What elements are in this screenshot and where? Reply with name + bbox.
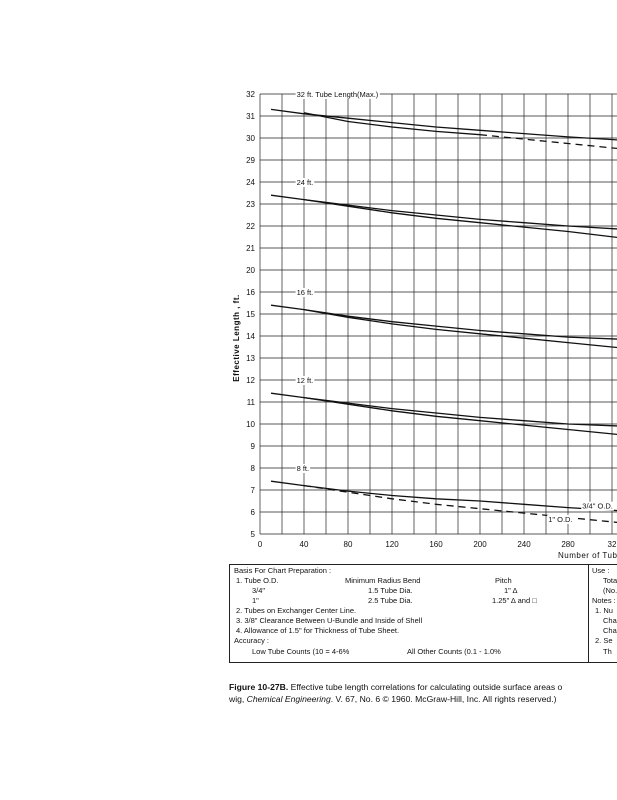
- basis-row2-col3: 1" Δ: [504, 586, 518, 595]
- curve-annotation: 3/4" O.D.: [582, 501, 613, 511]
- y-tick-label: 22: [246, 222, 255, 231]
- curve-label: 8 ft.: [296, 464, 310, 473]
- accuracy-title: Accuracy :: [234, 636, 270, 645]
- y-tick-label: 30: [246, 134, 255, 143]
- y-tick-label: 8: [250, 464, 255, 473]
- curve-label: 32 ft. Tube Length(Max.): [296, 90, 379, 99]
- basis-item4: 4. Allowance of 1.5" for Thickness of Tube Sheet.: [236, 626, 400, 635]
- y-tick-label: 5: [250, 530, 255, 539]
- x-tick-label: 280: [561, 540, 575, 549]
- y-tick-label: 32: [246, 90, 255, 99]
- basis-box: [229, 564, 589, 663]
- chart-grid: [260, 94, 617, 534]
- basis-row1-col3: Pitch: [495, 576, 512, 585]
- accuracy-low: Low Tube Counts (10 = 4-6%: [252, 647, 350, 656]
- accuracy-other: All Other Counts (0.1 - 1.0%: [407, 647, 501, 656]
- y-tick-label: 29: [246, 156, 255, 165]
- y-tick-label: 21: [246, 244, 255, 253]
- use-box: [589, 564, 617, 663]
- series-line: [271, 481, 480, 501]
- use-l8: 2. Se: [595, 636, 613, 645]
- caption-line2a: wig,: [229, 694, 247, 704]
- chart-series: [271, 109, 617, 523]
- use-l7: Cha: [603, 626, 617, 635]
- basis-row1-label: 1. Tube O.D.: [236, 576, 279, 585]
- y-tick-label: 20: [246, 266, 255, 275]
- x-tick-label: 200: [473, 540, 487, 549]
- use-l1: Use :: [592, 566, 610, 575]
- x-tick-label: 80: [343, 540, 353, 549]
- basis-title: Basis For Chart Preparation :: [234, 566, 332, 575]
- y-tick-label: 23: [246, 200, 255, 209]
- y-axis-label: Effective Length , ft.: [232, 294, 241, 382]
- y-tick-label: 16: [246, 288, 255, 297]
- caption-figure-number: Figure 10-27B.: [229, 682, 289, 692]
- basis-row3-col3: 1.25" Δ and □: [492, 596, 537, 605]
- basis-row3-col1: 1": [252, 596, 259, 605]
- use-l2: Tota: [603, 576, 617, 585]
- basis-item3: 3. 3/8" Clearance Between U-Bundle and Inside of Shell: [236, 616, 423, 625]
- x-tick-label: 32: [607, 540, 617, 549]
- y-tick-label: 31: [246, 112, 255, 121]
- dashed-series-line: [480, 135, 617, 149]
- x-tick-label: 120: [385, 540, 399, 549]
- curve-label: 12 ft.: [296, 376, 314, 385]
- caption-line2c: . V. 67, No. 6 © 1960. McGraw-Hill, Inc. All rights reserved.): [330, 694, 557, 704]
- curve-label: 16 ft.: [296, 288, 314, 297]
- y-tick-label: 24: [246, 178, 255, 187]
- chart-labels: [296, 90, 614, 524]
- basis-row3-col2: 2.5 Tube Dia.: [368, 596, 413, 605]
- series-line: [271, 305, 617, 339]
- series-line: [271, 195, 617, 229]
- basis-row2-col2: 1.5 Tube Dia.: [368, 586, 413, 595]
- curve-annotation: 1" O.D.: [548, 514, 573, 524]
- series-line: [271, 393, 617, 426]
- x-tick-label: 40: [299, 540, 309, 549]
- y-tick-label: 14: [246, 332, 255, 341]
- x-tick-label: 0: [257, 540, 263, 549]
- use-l9: Th: [603, 647, 612, 656]
- y-tick-label: 7: [250, 486, 255, 495]
- use-l6: Cha: [603, 616, 617, 625]
- y-tick-label: 11: [246, 398, 255, 407]
- curve-label: 24 ft.: [296, 178, 314, 187]
- caption-journal: Chemical Engineering: [246, 694, 331, 704]
- y-tick-label: 15: [246, 310, 255, 319]
- use-l3: (No.: [603, 586, 617, 595]
- basis-row1-col2: Minimum Radius Bend: [345, 576, 421, 585]
- x-axis-label: Number of Tub: [558, 551, 617, 560]
- series-line: [271, 109, 617, 140]
- y-tick-label: 10: [246, 420, 255, 429]
- basis-row2-col1: 3/4": [252, 586, 266, 595]
- chart-ticks: [246, 90, 617, 549]
- use-l4: Notes :: [592, 596, 616, 605]
- y-tick-label: 9: [250, 442, 255, 451]
- y-tick-label: 6: [250, 508, 255, 517]
- y-tick-label: 13: [246, 354, 255, 363]
- caption-line1: Effective tube length correlations for calculating outside surface areas o: [288, 682, 563, 692]
- figure-caption: [229, 681, 617, 705]
- use-l5: 1. Nu: [595, 606, 613, 615]
- x-tick-label: 240: [517, 540, 531, 549]
- y-tick-label: 12: [246, 376, 255, 385]
- x-tick-label: 160: [429, 540, 443, 549]
- basis-item2: 2. Tubes on Exchanger Center Line.: [236, 606, 357, 615]
